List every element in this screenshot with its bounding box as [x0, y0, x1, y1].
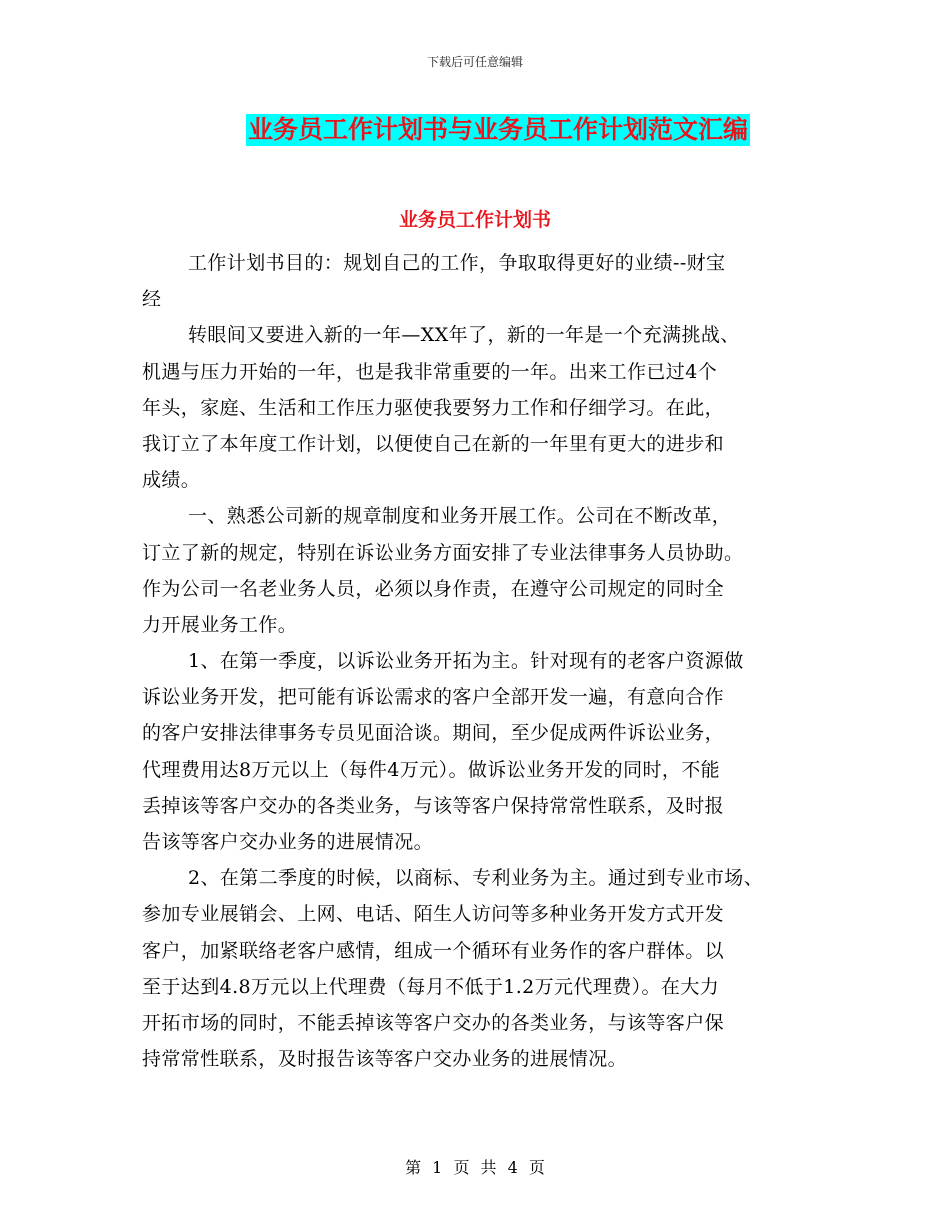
paragraph-line: 我订立了本年度工作计划，以便使自己在新的一年里有更大的进步和 — [142, 432, 725, 455]
paragraph-line: 持常常性联系，及时报告该等客户交办业务的进展情况。 — [142, 1048, 628, 1071]
document-body — [142, 245, 810, 1077]
paragraph-line: 转眼间又要进入新的一年—XX年了，新的一年是一个充满挑战、 — [188, 324, 740, 347]
paragraph-line: 2、在第二季度的时候，以商标、专利业务为主。通过到专业市场、 — [188, 867, 764, 890]
paragraph-line: 一、熟悉公司新的规章制度和业务开展工作。公司在不断改革， — [188, 505, 732, 528]
paragraph-line: 参加专业展销会、上网、电话、陌生人访问等多种业务开发方式开发 — [142, 903, 725, 926]
page-header-note: 下载后可任意编辑 — [426, 55, 523, 69]
page-number-footer: 第 1 页 共 4 页 — [405, 1158, 545, 1177]
paragraph-line: 作为公司一名老业务人员，必须以身作责，在遵守公司规定的同时全 — [142, 577, 725, 600]
section-title: 业务员工作计划书 — [398, 209, 551, 231]
paragraph-line: 经 — [142, 288, 162, 311]
paragraph-line: 工作计划书目的：规划自己的工作，争取取得更好的业绩--财宝 — [188, 252, 726, 274]
document-main-title: 业务员工作计划书与业务员工作计划范文汇编 — [247, 115, 748, 144]
paragraph-4 — [142, 643, 810, 860]
paragraph-line: 1、在第一季度，以诉讼业务开拓为主。针对现有的老客户资源做 — [188, 650, 744, 673]
paragraph-line: 年头，家庭、生活和工作压力驱使我要努力工作和仔细学习。在此， — [142, 396, 725, 419]
paragraph-line: 代理费用达8万元以上（每件4万元）。做诉讼业务开发的同时，不能 — [142, 758, 721, 781]
paragraph-line: 的客户安排法律事务专员见面洽谈。期间，至少促成两件诉讼业务， — [142, 722, 725, 745]
paragraph-line: 订立了新的规定，特别在诉讼业务方面安排了专业法律事务人员协助。 — [142, 541, 744, 564]
paragraph-line: 至于达到4.8万元以上代理费（每月不低于1.2万元代理费）。在大力 — [142, 975, 720, 998]
paragraph-3 — [142, 498, 810, 643]
paragraph-line: 客户，加紧联络老客户感情，组成一个循环有业务作的客户群体。以 — [142, 939, 725, 962]
paragraph-line: 力开展业务工作。 — [142, 613, 298, 636]
paragraph-2 — [142, 317, 810, 498]
paragraph-1 — [142, 245, 810, 317]
paragraph-line: 成绩。 — [142, 469, 201, 492]
paragraph-line: 开拓市场的同时，不能丢掉该等客户交办的各类业务，与该等客户保 — [142, 1011, 725, 1034]
paragraph-line: 机遇与压力开始的一年，也是我非常重要的一年。出来工作已过4个 — [142, 360, 718, 383]
paragraph-line: 丢掉该等客户交办的各类业务，与该等客户保持常常性联系，及时报 — [142, 794, 725, 817]
main-title-container — [0, 114, 950, 146]
paragraph-line: 告该等客户交办业务的进展情况。 — [142, 831, 434, 853]
paragraph-line: 诉讼业务开发，把可能有诉讼需求的客户全部开发一遍，有意向合作 — [142, 686, 725, 709]
paragraph-5 — [142, 860, 810, 1077]
